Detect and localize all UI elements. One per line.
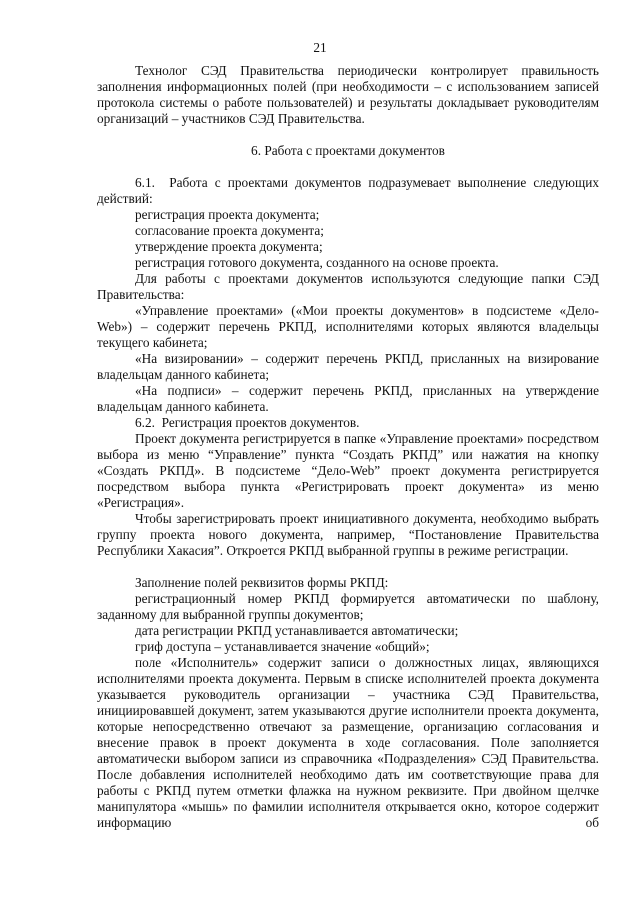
folder-item-projects: «Управление проектами» («Мои проекты документов» в подсистеме «Дело-Web») – содержит перечень РКПД, исполнителями которых являются владельцы текущего кабинета; bbox=[97, 303, 599, 350]
paragraph-registration: Проект документа регистрируется в папке «Управление проектами» посредством выбора из меню “Управление” пункта “Создать РКПД” или нажатия на кнопку «Создать РКПД». В подсистеме “Дело-Web” проект документа регистрируется посредством выбора пункта «Регистрировать проект документа» из меню «Регистрация». bbox=[97, 431, 599, 510]
paragraph-folders: Для работы с проектами документов используются следующие папки СЭД Правительства: bbox=[97, 271, 599, 302]
list-item: согласование проекта документа; bbox=[135, 223, 324, 238]
field-item-number: регистрационный номер РКПД формируется автоматически по шаблону, заданному для выбранной группы документов; bbox=[97, 591, 599, 622]
paragraph-6-1: 6.1. Работа с проектами документов подразумевает выполнение следующих действий: bbox=[97, 175, 599, 206]
paragraph-fields-heading: Заполнение полей реквизитов формы РКПД: bbox=[135, 575, 389, 590]
list-item: регистрация проекта документа; bbox=[135, 207, 320, 222]
page-number: 21 bbox=[313, 40, 327, 55]
paragraph-6-2: 6.2. Регистрация проектов документов. bbox=[135, 415, 360, 430]
field-item-access: гриф доступа – устанавливается значение «общий»; bbox=[135, 639, 430, 654]
paragraph-intro: Технолог СЭД Правительства периодически контролирует правильность заполнения информационных полей (при необходимости – с использованием записей протокола системы о работе пользователей) и результаты докладывает руководителям организаций – участников СЭД Правительства. bbox=[97, 63, 599, 126]
list-item: регистрация готового документа, созданного на основе проекта. bbox=[135, 255, 499, 270]
field-item-date: дата регистрации РКПД устанавливается автоматически; bbox=[135, 623, 459, 638]
folder-item-visa: «На визировании» – содержит перечень РКПД, присланных на визирование владельцам данного кабинета; bbox=[97, 351, 599, 382]
paragraph-initiative: Чтобы зарегистрировать проект инициативного документа, необходимо выбрать группу проекта нового документа, например, “Постановление Правительства Республики Хакасия”. Откроется РКПД выбранной группы в режиме регистрации. bbox=[97, 511, 599, 558]
document-body bbox=[97, 63, 599, 831]
section-title: 6. Работа с проектами документов bbox=[251, 143, 445, 158]
field-item-executor: поле «Исполнитель» содержит записи о должностных лицах, являющихся исполнителями проекта документа. Первым в списке исполнителей проекта документа указывается руководитель организации – участника СЭД Правительства, инициировавшей документ, затем указываются другие исполнители проекта документа, которые непосредственно отвечают за размещение, организацию согласования и внесение правок в проект документа в ходе согласования. Поле заполняется автоматически выбором записи из справочника «Подразделения» СЭД Правительства. После добавления исполнителей необходимо дать им соответствующие права для работы с РКПД путем отметки флажка на нужном реквизите. При двойном щелчке манипулятора «мышь» по фамилии исполнителя открывается окно, которое содержит информацию об bbox=[97, 655, 599, 830]
list-item: утверждение проекта документа; bbox=[135, 239, 323, 254]
folder-item-signature: «На подписи» – содержит перечень РКПД, присланных на утверждение владельцам данного кабинета. bbox=[97, 383, 599, 414]
